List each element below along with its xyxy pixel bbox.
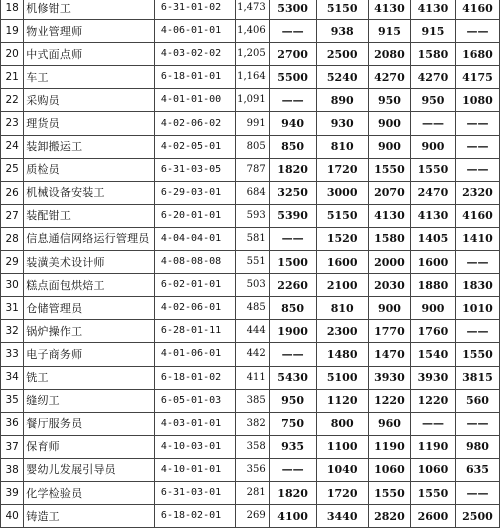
value-cell-4: 4130 <box>411 0 456 20</box>
table-row <box>1 481 500 504</box>
value-cell-4: 900 <box>411 297 456 320</box>
value-cell-1: —— <box>269 227 316 250</box>
occupation-code-cell: 4-06-01-01 <box>154 20 235 43</box>
occupation-code-cell: 4-02-06-02 <box>154 112 235 135</box>
row-number-cell: 18 <box>1 0 24 20</box>
table-row <box>1 505 500 528</box>
value-cell-1: 935 <box>269 435 316 458</box>
occupation-name-cell: 理货员 <box>24 112 155 135</box>
occupation-name-cell: 电子商务师 <box>24 343 155 366</box>
occupation-name-cell: 车工 <box>24 66 155 89</box>
value-cell-4: 1580 <box>411 43 456 66</box>
value-cell-1: 5300 <box>269 0 316 20</box>
value-cell-3: 1580 <box>368 227 410 250</box>
value-cell-1: 1500 <box>269 251 316 274</box>
value-cell-2: 2300 <box>316 320 368 343</box>
value-cell-4: 4130 <box>411 204 456 227</box>
value-cell-1: —— <box>269 343 316 366</box>
value-cell-4: 2470 <box>411 181 456 204</box>
row-number-cell: 40 <box>1 505 24 528</box>
value-cell-5: —— <box>455 112 499 135</box>
value-cell-1: —— <box>269 458 316 481</box>
row-number-cell: 35 <box>1 389 24 412</box>
row-number-cell: 25 <box>1 158 24 181</box>
value-cell-3: 900 <box>368 297 410 320</box>
table-row <box>1 89 500 112</box>
occupation-name-cell: 锅炉操作工 <box>24 320 155 343</box>
value-cell-2: 5150 <box>316 204 368 227</box>
value-cell-1: 5390 <box>269 204 316 227</box>
occupation-name-cell: 装卸搬运工 <box>24 135 155 158</box>
value-cell-3: 1770 <box>368 320 410 343</box>
count-cell: 593 <box>235 204 269 227</box>
count-cell: 1,473 <box>235 0 269 20</box>
table-row <box>1 158 500 181</box>
value-cell-2: 1520 <box>316 227 368 250</box>
row-number-cell: 19 <box>1 20 24 43</box>
table-row <box>1 274 500 297</box>
value-cell-1: 1820 <box>269 481 316 504</box>
count-cell: 991 <box>235 112 269 135</box>
value-cell-1: 1900 <box>269 320 316 343</box>
value-cell-2: 930 <box>316 112 368 135</box>
value-cell-5: 1680 <box>455 43 499 66</box>
value-cell-1: 2260 <box>269 274 316 297</box>
occupation-name-cell: 装配钳工 <box>24 204 155 227</box>
occupation-code-cell: 4-03-02-02 <box>154 43 235 66</box>
occupation-name-cell: 装潢美术设计师 <box>24 251 155 274</box>
table-row <box>1 435 500 458</box>
value-cell-3: 4270 <box>368 66 410 89</box>
row-number-cell: 33 <box>1 343 24 366</box>
occupation-name-cell: 仓储管理员 <box>24 297 155 320</box>
row-number-cell: 34 <box>1 366 24 389</box>
table-row <box>1 43 500 66</box>
value-cell-4: 1760 <box>411 320 456 343</box>
occupation-code-cell: 4-03-01-01 <box>154 412 235 435</box>
value-cell-2: 1120 <box>316 389 368 412</box>
count-cell: 356 <box>235 458 269 481</box>
value-cell-4: 3930 <box>411 366 456 389</box>
value-cell-5: 1410 <box>455 227 499 250</box>
occupation-code-cell: 6-28-01-11 <box>154 320 235 343</box>
value-cell-5: —— <box>455 481 499 504</box>
table-row <box>1 227 500 250</box>
value-cell-1: 940 <box>269 112 316 135</box>
count-cell: 411 <box>235 366 269 389</box>
count-cell: 551 <box>235 251 269 274</box>
row-number-cell: 28 <box>1 227 24 250</box>
row-number-cell: 36 <box>1 412 24 435</box>
table-row <box>1 389 500 412</box>
value-cell-5: 4160 <box>455 0 499 20</box>
value-cell-1: 5500 <box>269 66 316 89</box>
occupation-code-cell: 4-01-06-01 <box>154 343 235 366</box>
value-cell-2: 800 <box>316 412 368 435</box>
occupation-name-cell: 采购员 <box>24 89 155 112</box>
occupation-name-cell: 铸造工 <box>24 505 155 528</box>
value-cell-1: 3250 <box>269 181 316 204</box>
count-cell: 269 <box>235 505 269 528</box>
value-cell-3: 2070 <box>368 181 410 204</box>
table-row <box>1 366 500 389</box>
occupation-code-cell: 6-18-01-01 <box>154 66 235 89</box>
count-cell: 1,205 <box>235 43 269 66</box>
row-number-cell: 20 <box>1 43 24 66</box>
value-cell-4: 900 <box>411 135 456 158</box>
count-cell: 805 <box>235 135 269 158</box>
table-row <box>1 320 500 343</box>
count-cell: 1,406 <box>235 20 269 43</box>
occupation-code-cell: 6-31-03-05 <box>154 158 235 181</box>
count-cell: 581 <box>235 227 269 250</box>
value-cell-2: 5100 <box>316 366 368 389</box>
row-number-cell: 22 <box>1 89 24 112</box>
value-cell-1: 2700 <box>269 43 316 66</box>
table-row <box>1 343 500 366</box>
value-cell-4: 1880 <box>411 274 456 297</box>
value-cell-2: 1720 <box>316 481 368 504</box>
occupation-code-cell: 6-18-02-01 <box>154 505 235 528</box>
row-number-cell: 30 <box>1 274 24 297</box>
value-cell-1: 750 <box>269 412 316 435</box>
value-cell-1: 850 <box>269 297 316 320</box>
table-row <box>1 0 500 20</box>
value-cell-3: 950 <box>368 89 410 112</box>
value-cell-2: 2500 <box>316 43 368 66</box>
value-cell-2: 890 <box>316 89 368 112</box>
occupation-code-cell: 6-31-01-02 <box>154 0 235 20</box>
value-cell-5: —— <box>455 412 499 435</box>
table-row <box>1 181 500 204</box>
row-number-cell: 32 <box>1 320 24 343</box>
value-cell-5: 560 <box>455 389 499 412</box>
occupation-code-cell: 6-18-01-02 <box>154 366 235 389</box>
value-cell-3: 1190 <box>368 435 410 458</box>
value-cell-4: 1220 <box>411 389 456 412</box>
occupation-name-cell: 铣工 <box>24 366 155 389</box>
value-cell-1: 950 <box>269 389 316 412</box>
occupation-code-cell: 6-20-01-01 <box>154 204 235 227</box>
value-cell-5: 2500 <box>455 505 499 528</box>
count-cell: 787 <box>235 158 269 181</box>
table-row <box>1 135 500 158</box>
row-number-cell: 21 <box>1 66 24 89</box>
table-row <box>1 66 500 89</box>
occupation-name-cell: 保育师 <box>24 435 155 458</box>
value-cell-5: 4175 <box>455 66 499 89</box>
row-number-cell: 39 <box>1 481 24 504</box>
count-cell: 503 <box>235 274 269 297</box>
occupation-name-cell: 机械设备安装工 <box>24 181 155 204</box>
value-cell-4: 1060 <box>411 458 456 481</box>
value-cell-4: 2600 <box>411 505 456 528</box>
table-row <box>1 412 500 435</box>
count-cell: 442 <box>235 343 269 366</box>
row-number-cell: 31 <box>1 297 24 320</box>
occupation-name-cell: 中式面点师 <box>24 43 155 66</box>
table-row <box>1 251 500 274</box>
occupation-code-cell: 4-02-05-01 <box>154 135 235 158</box>
value-cell-5: 2320 <box>455 181 499 204</box>
value-cell-1: —— <box>269 20 316 43</box>
value-cell-5: —— <box>455 135 499 158</box>
occupation-name-cell: 信息通信网络运行管理员 <box>24 227 155 250</box>
value-cell-3: 1220 <box>368 389 410 412</box>
occupation-code-cell: 6-31-03-01 <box>154 481 235 504</box>
value-cell-4: 1550 <box>411 481 456 504</box>
value-cell-1: 4100 <box>269 505 316 528</box>
value-cell-1: —— <box>269 89 316 112</box>
occupation-name-cell: 缝纫工 <box>24 389 155 412</box>
value-cell-5: 3815 <box>455 366 499 389</box>
occupation-name-cell: 质检员 <box>24 158 155 181</box>
row-number-cell: 29 <box>1 251 24 274</box>
count-cell: 444 <box>235 320 269 343</box>
occupation-code-cell: 6-05-01-03 <box>154 389 235 412</box>
table-row <box>1 458 500 481</box>
value-cell-5: —— <box>455 20 499 43</box>
value-cell-3: 900 <box>368 112 410 135</box>
value-cell-4: 1540 <box>411 343 456 366</box>
value-cell-5: 1830 <box>455 274 499 297</box>
occupation-code-cell: 4-08-08-08 <box>154 251 235 274</box>
value-cell-3: 1550 <box>368 481 410 504</box>
table-row <box>1 20 500 43</box>
value-cell-5: 1550 <box>455 343 499 366</box>
value-cell-5: —— <box>455 158 499 181</box>
table-row <box>1 204 500 227</box>
count-cell: 382 <box>235 412 269 435</box>
value-cell-2: 5240 <box>316 66 368 89</box>
value-cell-2: 1720 <box>316 158 368 181</box>
value-cell-5: —— <box>455 320 499 343</box>
value-cell-5: —— <box>455 251 499 274</box>
occupation-code-cell: 4-01-01-00 <box>154 89 235 112</box>
value-cell-3: 2000 <box>368 251 410 274</box>
value-cell-4: —— <box>411 412 456 435</box>
count-cell: 1,164 <box>235 66 269 89</box>
value-cell-4: 1600 <box>411 251 456 274</box>
value-cell-4: 1405 <box>411 227 456 250</box>
occupation-code-cell: 4-10-01-01 <box>154 458 235 481</box>
occupation-name-cell: 物业管理师 <box>24 20 155 43</box>
occupation-name-cell: 机修钳工 <box>24 0 155 20</box>
value-cell-3: 3930 <box>368 366 410 389</box>
count-cell: 485 <box>235 297 269 320</box>
row-number-cell: 24 <box>1 135 24 158</box>
row-number-cell: 37 <box>1 435 24 458</box>
occupation-name-cell: 糕点面包烘焙工 <box>24 274 155 297</box>
value-cell-2: 1100 <box>316 435 368 458</box>
value-cell-5: 4160 <box>455 204 499 227</box>
value-cell-5: 1080 <box>455 89 499 112</box>
occupation-code-cell: 6-29-03-01 <box>154 181 235 204</box>
value-cell-2: 1040 <box>316 458 368 481</box>
occupation-code-cell: 4-02-06-01 <box>154 297 235 320</box>
value-cell-3: 2030 <box>368 274 410 297</box>
occupation-code-cell: 6-02-01-01 <box>154 274 235 297</box>
value-cell-1: 5430 <box>269 366 316 389</box>
table-body <box>1 0 500 528</box>
value-cell-3: 1470 <box>368 343 410 366</box>
occupation-code-cell: 4-04-04-01 <box>154 227 235 250</box>
table-row <box>1 112 500 135</box>
value-cell-3: 915 <box>368 20 410 43</box>
value-cell-2: 3440 <box>316 505 368 528</box>
value-cell-2: 1600 <box>316 251 368 274</box>
value-cell-4: 950 <box>411 89 456 112</box>
occupation-name-cell: 婴幼儿发展引导员 <box>24 458 155 481</box>
value-cell-2: 938 <box>316 20 368 43</box>
value-cell-4: 1550 <box>411 158 456 181</box>
value-cell-2: 810 <box>316 297 368 320</box>
value-cell-2: 1480 <box>316 343 368 366</box>
value-cell-2: 810 <box>316 135 368 158</box>
value-cell-2: 5150 <box>316 0 368 20</box>
value-cell-1: 850 <box>269 135 316 158</box>
occupation-code-cell: 4-10-03-01 <box>154 435 235 458</box>
value-cell-5: 1010 <box>455 297 499 320</box>
value-cell-4: 915 <box>411 20 456 43</box>
row-number-cell: 38 <box>1 458 24 481</box>
row-number-cell: 23 <box>1 112 24 135</box>
count-cell: 385 <box>235 389 269 412</box>
value-cell-1: 1820 <box>269 158 316 181</box>
value-cell-4: 4270 <box>411 66 456 89</box>
value-cell-3: 2080 <box>368 43 410 66</box>
count-cell: 281 <box>235 481 269 504</box>
value-cell-2: 3000 <box>316 181 368 204</box>
count-cell: 1,091 <box>235 89 269 112</box>
value-cell-3: 1550 <box>368 158 410 181</box>
value-cell-5: 980 <box>455 435 499 458</box>
value-cell-3: 4130 <box>368 0 410 20</box>
row-number-cell: 27 <box>1 204 24 227</box>
value-cell-2: 2100 <box>316 274 368 297</box>
value-cell-3: 4130 <box>368 204 410 227</box>
row-number-cell: 26 <box>1 181 24 204</box>
count-cell: 684 <box>235 181 269 204</box>
value-cell-4: —— <box>411 112 456 135</box>
value-cell-4: 1190 <box>411 435 456 458</box>
count-cell: 358 <box>235 435 269 458</box>
value-cell-3: 960 <box>368 412 410 435</box>
table-row <box>1 297 500 320</box>
value-cell-3: 2820 <box>368 505 410 528</box>
value-cell-5: 635 <box>455 458 499 481</box>
value-cell-3: 1060 <box>368 458 410 481</box>
occupation-name-cell: 化学检验员 <box>24 481 155 504</box>
value-cell-3: 900 <box>368 135 410 158</box>
occupation-name-cell: 餐厅服务员 <box>24 412 155 435</box>
